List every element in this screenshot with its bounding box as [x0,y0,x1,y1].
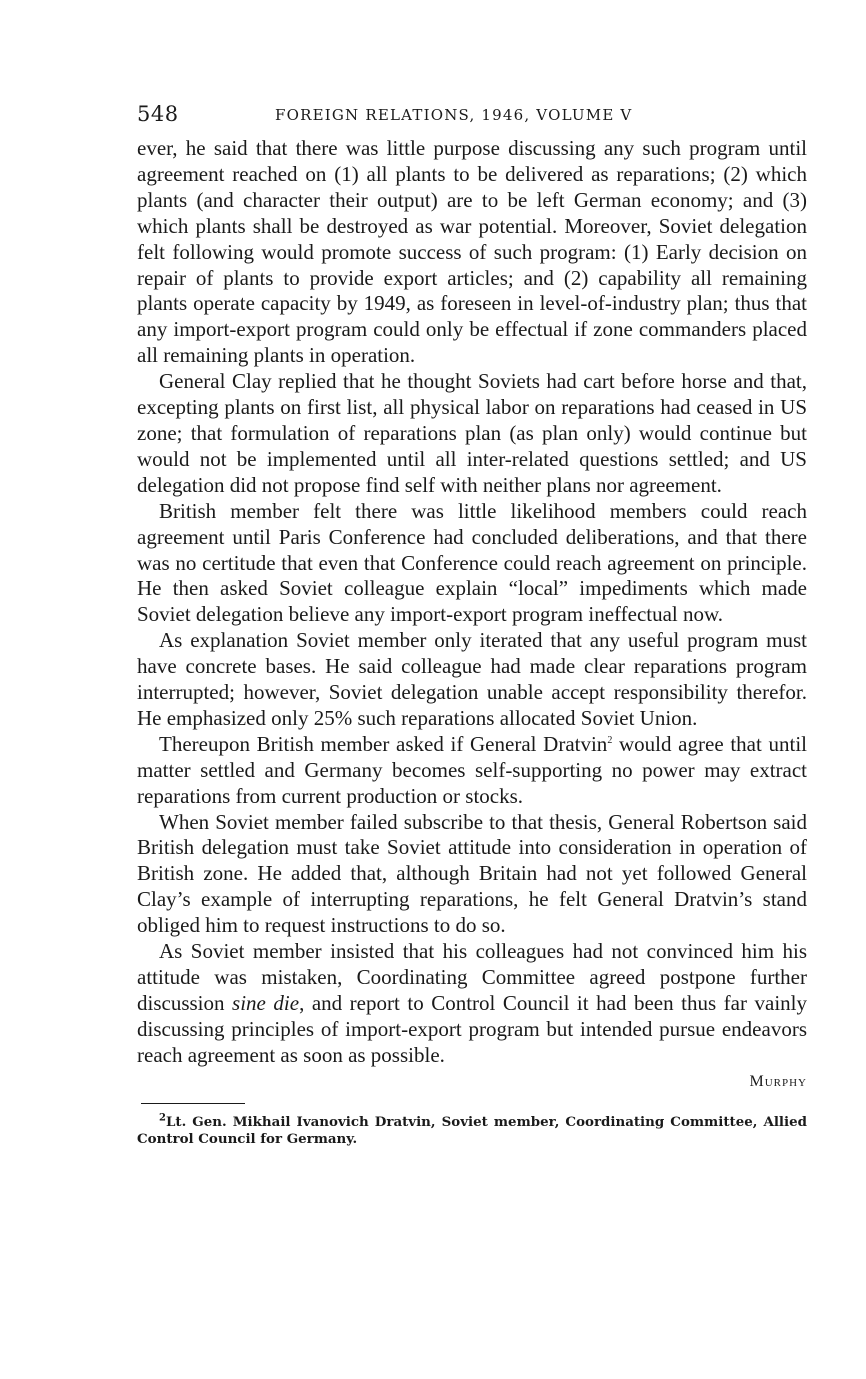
paragraph-7-rest: , and report to Control Council it had been thus far vainly discussing principles of import-export program but intended pursue endeavors reach agreement as soon as possible. [137,990,808,1067]
running-head [137,96,807,136]
paragraph-4: As explanation Soviet member only iterated that any useful program must have concrete bases. He said colleague had made clear reparations program interrupted; however, Soviet delegation unable accept responsibility therefor. He emphasized only 25% such reparations allocated Soviet Union. [137,628,807,730]
document-page [137,96,807,1148]
page-number: 548 [137,102,179,126]
paragraph-5 [137,732,807,810]
footnote-divider [141,1103,245,1104]
paragraph-3: British member felt there was little likelihood members could reach agreement until Paris Conference had concluded deliberations, and that there was no certitude that even that Conference could reach agreement on principle. He then asked Soviet colleague explain “local” impediments which made Soviet delegation believe any import-export program ineffectual now. [137,498,807,627]
running-title: FOREIGN RELATIONS, 1946, VOLUME V [275,106,633,124]
paragraph-6: When Soviet member failed subscribe to that thesis, General Robertson said British delegation must take Soviet attitude into consideration in operation of British zone. He added that, although Britain had not yet followed General Clay’s example of interrupting reparations, he felt General Dratvin’s stand obliged him to request instructions to do so. [137,809,807,938]
body-text [137,136,807,1095]
paragraph-1: ever, he said that there was little purpose discussing any such program until agreement reached on (1) all plants to be delivered as reparations; (2) which plants (and character their output) are to be left German economy; and (3) which plants shall be destroyed as war potential. Moreover, Soviet delegation felt following would promote success of such program: (1) Early decision on repair of plants to provide export articles; and (2) capability all remaining plants operate capacity by 1949, as foreseen in level-of-industry plan; thus that any import-export program could only be effectual if zone commanders placed all remaining plants in operation. [137,136,807,368]
latin-phrase: sine die [232,990,300,1015]
signature: Murphy [749,1072,807,1090]
footnote [137,1114,807,1148]
paragraph-2: General Clay replied that he thought Soviets had cart before horse and that, excepting plants on first list, all physical labor on reparations had ceased in US zone; that formulation of reparations plan (as plan only) would continue but would not be implemented until all inter-related questions settled; and US delegation did not propose find self with neither plans nor agreement. [137,369,807,497]
footnote-mark: 2 [159,1112,166,1124]
paragraph-5-lead: Thereupon British member asked if General Dratvin [159,731,608,756]
paragraph-7 [137,939,807,1069]
paragraph-5-rest: would agree that until matter settled and Germany becomes self-supporting no power may extract reparations from current production or stocks. [137,731,808,808]
paragraph-7-lead: As Soviet member insisted that his colleagues had not convinced him his attitude was mistaken, Coordinating Committee agreed postpone further discussion [137,939,807,1015]
footnote-text: Lt. Gen. Mikhail Ivanovich Dratvin, Soviet member, Coordinating Committee, Allied Control Council for Germany. [137,1113,807,1147]
footnote-reference-mark: 2 [607,734,613,746]
